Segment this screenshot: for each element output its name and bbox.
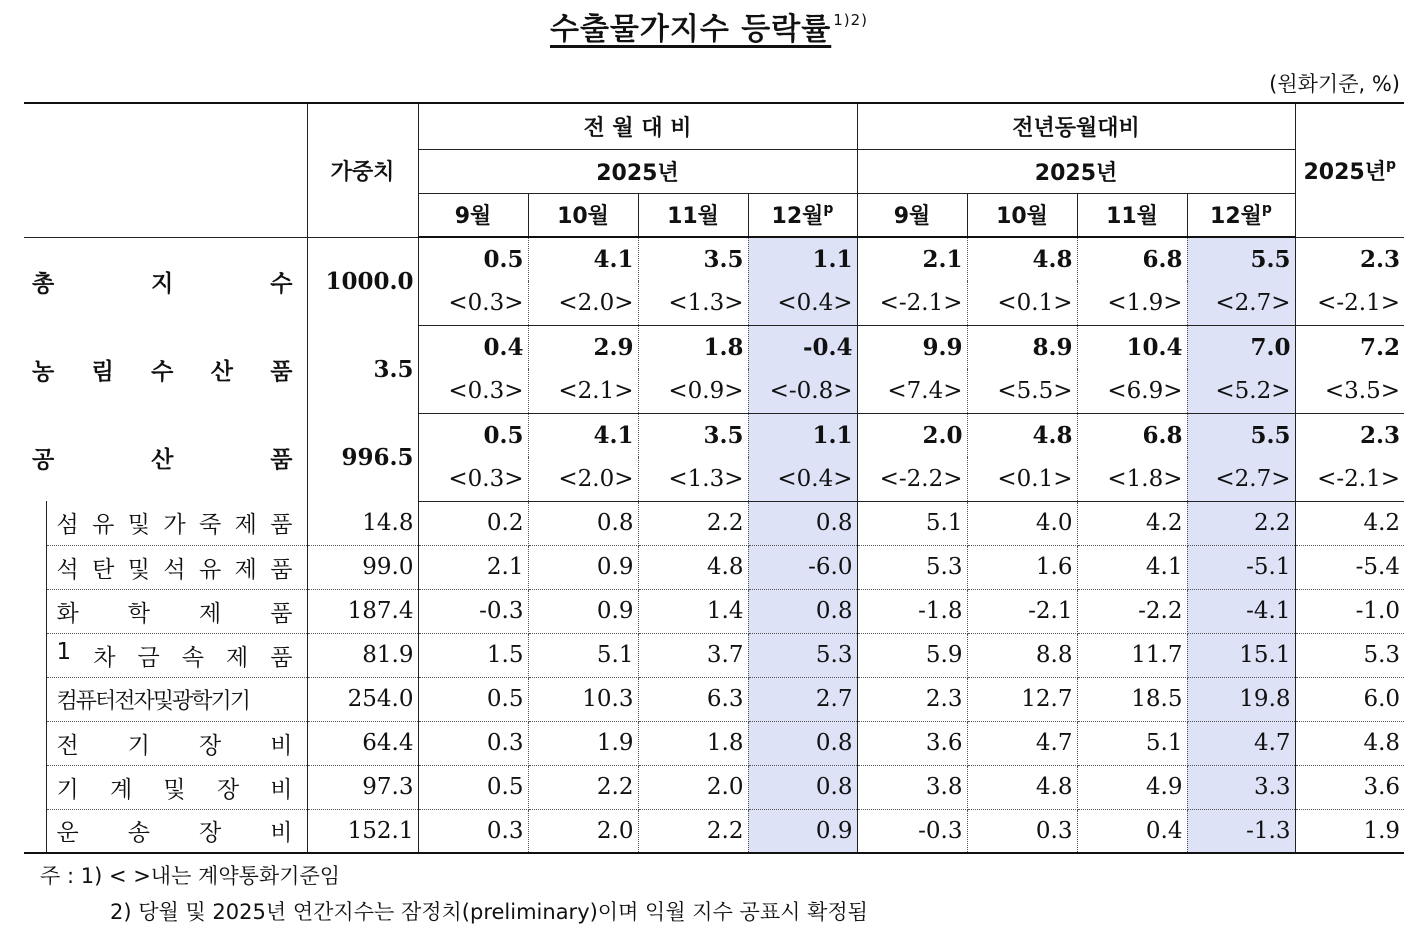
label-char: 1 [56, 638, 72, 665]
label-char: 장 [216, 776, 240, 803]
value-cell: 4.1 [528, 413, 638, 457]
value-cell: 4.1 [1077, 545, 1187, 589]
value-cell: 3.5 [638, 237, 748, 281]
title-footnote-marker: 1)2) [833, 11, 869, 29]
value-cell: 3.6 [1295, 765, 1404, 809]
value-cell: 0.8 [748, 501, 857, 545]
row-label-text [57, 639, 303, 672]
sub-row [24, 677, 1404, 721]
value-cell: 12.7 [967, 677, 1077, 721]
value-cell: 15.1 [1187, 633, 1295, 677]
label-char: 섬 [56, 512, 79, 539]
value-cell: -2.2 [1077, 589, 1187, 633]
contract-value-cell: <0.4> [748, 281, 857, 325]
label-char: 제 [199, 600, 222, 627]
major-row [24, 413, 1404, 457]
indent-cell [24, 677, 46, 721]
contract-value-cell: <0.3> [418, 369, 528, 413]
weight-cell: 14.8 [307, 501, 418, 545]
value-cell: 0.8 [528, 501, 638, 545]
value-cell: 4.2 [1295, 501, 1404, 545]
label-char: 총 [32, 270, 55, 297]
contract-value-cell: <2.7> [1187, 281, 1295, 325]
value-cell: 4.2 [1077, 501, 1187, 545]
value-cell: -5.4 [1295, 545, 1404, 589]
label-char: 지 [151, 270, 174, 297]
label-char: 제 [234, 556, 257, 583]
contract-value-cell: <6.9> [1077, 369, 1187, 413]
mom-year-header: 2025년 [418, 149, 857, 193]
weight-cell: 254.0 [307, 677, 418, 721]
value-cell: 1.4 [638, 589, 748, 633]
value-cell: 6.8 [1077, 413, 1187, 457]
value-cell: 5.5 [1187, 413, 1295, 457]
value-cell: 1.1 [748, 413, 857, 457]
value-cell: -1.3 [1187, 809, 1295, 853]
value-cell: 0.4 [1077, 809, 1187, 853]
sub-row [24, 721, 1404, 765]
sub-row [24, 765, 1404, 809]
label-char: 림 [91, 358, 114, 385]
value-cell: 0.5 [418, 237, 528, 281]
month-header: 11월 [1077, 193, 1187, 237]
weight-cell: 99.0 [307, 545, 418, 589]
value-cell: 8.9 [967, 325, 1077, 369]
label-char: 탄 [92, 556, 115, 583]
label-char: 공 [32, 446, 55, 473]
contract-value-cell: <-2.2> [857, 457, 967, 501]
title-wrap [0, 4, 1418, 48]
value-cell: 5.1 [857, 501, 967, 545]
value-cell: 4.7 [967, 721, 1077, 765]
value-cell: 4.8 [967, 765, 1077, 809]
unit-label: (원화기준, %) [1269, 72, 1400, 96]
label-text: 컴퓨터전자및광학기기 [56, 688, 250, 714]
label-char: 금 [137, 644, 160, 671]
value-cell: 0.5 [418, 677, 528, 721]
contract-value-cell: <0.1> [967, 281, 1077, 325]
value-cell: 0.8 [748, 765, 857, 809]
major-row-label [24, 413, 307, 501]
value-cell: 0.5 [418, 765, 528, 809]
label-char: 속 [181, 644, 204, 671]
value-cell: -1.8 [857, 589, 967, 633]
value-cell: 0.9 [528, 545, 638, 589]
label-char: 수 [151, 358, 174, 385]
label-char: 농 [32, 358, 55, 385]
contract-value-cell: <0.3> [418, 281, 528, 325]
contract-value-cell: <0.3> [418, 457, 528, 501]
yoy-header: 전년동월대비 [857, 103, 1295, 149]
sub-row-label [46, 501, 307, 545]
label-char: 품 [270, 644, 293, 671]
value-cell: 2.1 [418, 545, 528, 589]
label-char: 전 [56, 732, 79, 759]
sub-row-label [46, 633, 307, 677]
label-char: 및 [163, 776, 186, 803]
value-cell: 5.3 [1295, 633, 1404, 677]
annual-header: 2025년$^p$ [1295, 103, 1404, 237]
weight-cell: 97.3 [307, 765, 418, 809]
label-char: 품 [270, 446, 293, 473]
value-cell: 5.1 [1077, 721, 1187, 765]
sub-row-label [46, 589, 307, 633]
row-label-text [32, 353, 303, 386]
contract-value-cell: <1.8> [1077, 457, 1187, 501]
label-char: 장 [199, 820, 222, 847]
contract-value-cell: <-2.1> [1295, 281, 1404, 325]
value-cell: 3.5 [638, 413, 748, 457]
label-char: 운 [56, 820, 79, 847]
row-label-text [32, 265, 303, 298]
value-cell: 0.3 [967, 809, 1077, 853]
value-cell: 2.2 [638, 501, 748, 545]
label-char: 석 [163, 556, 186, 583]
weight-cell: 81.9 [307, 633, 418, 677]
value-cell: 0.8 [748, 721, 857, 765]
label-char: 송 [127, 820, 150, 847]
value-cell: 1.1 [748, 237, 857, 281]
value-cell: -2.1 [967, 589, 1077, 633]
footnote-1: 주 : 1) < >내는 계약통화기준임 [40, 864, 341, 888]
contract-value-cell: <5.2> [1187, 369, 1295, 413]
value-cell: 7.0 [1187, 325, 1295, 369]
value-cell: 5.3 [748, 633, 857, 677]
contract-value-cell: <2.1> [528, 369, 638, 413]
value-cell: 3.6 [857, 721, 967, 765]
value-cell: 4.8 [967, 413, 1077, 457]
row-label-text [57, 506, 303, 539]
value-cell: 2.3 [857, 677, 967, 721]
weight-cell: 187.4 [307, 589, 418, 633]
contract-value-cell: <3.5> [1295, 369, 1404, 413]
contract-value-cell: <5.5> [967, 369, 1077, 413]
row-label-text [57, 814, 303, 847]
label-char: 산 [151, 446, 174, 473]
indent-cell [24, 633, 46, 677]
contract-value-cell: <0.9> [638, 369, 748, 413]
label-char: 비 [270, 820, 293, 847]
value-cell: 10.3 [528, 677, 638, 721]
value-cell: 1.9 [528, 721, 638, 765]
label-char: 품 [270, 556, 293, 583]
sub-row-label [46, 809, 307, 853]
label-char: 품 [270, 512, 293, 539]
sub-row-label [46, 765, 307, 809]
indent-cell [24, 721, 46, 765]
value-cell: -0.4 [748, 325, 857, 369]
weight-cell: 3.5 [307, 325, 418, 413]
value-cell: 3.3 [1187, 765, 1295, 809]
value-cell: 4.8 [1295, 721, 1404, 765]
value-cell: 2.3 [1360, 421, 1401, 449]
value-cell: 10.4 [1077, 325, 1187, 369]
weight-cell: 152.1 [307, 809, 418, 853]
value-cell: 0.2 [418, 501, 528, 545]
row-label-text [57, 551, 303, 584]
value-cell: -0.3 [857, 809, 967, 853]
contract-value-cell: <1.3> [638, 281, 748, 325]
value-cell: 5.5 [1187, 237, 1295, 281]
value-cell: 1.8 [638, 325, 748, 369]
sub-row-label [46, 721, 307, 765]
contract-value-cell: <0.1> [967, 457, 1077, 501]
page-title: 수출물가지수 등락률 $^{1)2)}$ [549, 11, 869, 47]
sub-row [24, 589, 1404, 633]
value-cell: 9.9 [857, 325, 967, 369]
sub-row [24, 545, 1404, 589]
corner-header [24, 103, 307, 237]
export-price-index-table [24, 102, 1404, 854]
label-char: 죽 [199, 512, 222, 539]
month-header: 10월 [528, 193, 638, 237]
value-cell: 2.0 [638, 765, 748, 809]
contract-value-cell: <2.0> [528, 281, 638, 325]
contract-value-cell: <2.7> [1187, 457, 1295, 501]
contract-value-cell: <0.4> [748, 457, 857, 501]
label-char: 제 [234, 512, 257, 539]
value-cell: 1.8 [638, 721, 748, 765]
value-cell: -4.1 [1187, 589, 1295, 633]
label-char: 차 [93, 644, 116, 671]
sub-row [24, 809, 1404, 853]
value-cell: 4.9 [1077, 765, 1187, 809]
value-cell: 11.7 [1077, 633, 1187, 677]
value-cell: 8.8 [967, 633, 1077, 677]
value-cell: 0.4 [418, 325, 528, 369]
label-char: 가 [163, 512, 186, 539]
yoy-year-header: 2025년 [857, 149, 1295, 193]
label-char: 학 [127, 600, 150, 627]
value-cell: -1.0 [1295, 589, 1404, 633]
label-char: 품 [270, 358, 293, 385]
value-cell: 2.7 [748, 677, 857, 721]
month-header: 12월$^p$ [1187, 193, 1295, 237]
label-char: 장 [199, 732, 222, 759]
contract-value-cell: <-2.1> [857, 281, 967, 325]
value-cell: 0.9 [748, 809, 857, 853]
sub-row-label [46, 545, 307, 589]
contract-value-cell: <1.9> [1077, 281, 1187, 325]
value-cell: 2.0 [857, 413, 967, 457]
value-cell: 2.2 [1187, 501, 1295, 545]
label-char: 산 [210, 358, 233, 385]
month-header: 10월 [967, 193, 1077, 237]
label-char: 품 [270, 600, 293, 627]
value-cell: 1.9 [1295, 809, 1404, 853]
contract-value-cell: <-2.1> [1295, 457, 1404, 501]
value-cell: 18.5 [1077, 677, 1187, 721]
label-char: 기 [56, 776, 79, 803]
weight-cell: 996.5 [307, 413, 418, 501]
value-cell: 0.9 [528, 589, 638, 633]
value-cell: 4.8 [967, 237, 1077, 281]
value-cell: 7.2 [1360, 333, 1401, 361]
value-cell: 0.8 [748, 589, 857, 633]
sub-row-label [46, 677, 307, 721]
major-row-label [24, 237, 307, 325]
footnote-2: 2) 당월 및 2025년 연간지수는 잠정치(preliminary)이며 익월 지수 공표시 확정됨 [110, 900, 868, 924]
value-cell: 3.7 [638, 633, 748, 677]
value-cell: 5.3 [857, 545, 967, 589]
value-cell: -5.1 [1187, 545, 1295, 589]
label-char: 비 [270, 732, 293, 759]
value-cell: 3.8 [857, 765, 967, 809]
value-cell: 4.7 [1187, 721, 1295, 765]
major-row [24, 237, 1404, 281]
label-char: 및 [127, 556, 150, 583]
value-cell: 2.3 [1360, 245, 1401, 273]
label-char: 석 [56, 556, 79, 583]
contract-value-cell: <2.0> [528, 457, 638, 501]
label-char: 제 [225, 644, 249, 671]
label-char: 유 [199, 556, 222, 583]
weight-header: 가중치 [307, 103, 418, 237]
month-header: 9월 [418, 193, 528, 237]
contract-value-cell: <-0.8> [748, 369, 857, 413]
label-char: 계 [109, 776, 133, 803]
value-cell: 6.0 [1295, 677, 1404, 721]
value-cell: 0.3 [418, 809, 528, 853]
value-cell: 0.3 [418, 721, 528, 765]
row-label-text [57, 771, 303, 804]
value-cell: 19.8 [1187, 677, 1295, 721]
label-char: 수 [270, 270, 293, 297]
value-cell: 4.8 [638, 545, 748, 589]
row-label-text [57, 727, 303, 760]
indent-cell [24, 589, 46, 633]
major-row-label [24, 325, 307, 413]
value-cell: 5.1 [528, 633, 638, 677]
contract-value-cell: <1.3> [638, 457, 748, 501]
mom-header: 전 월 대 비 [418, 103, 857, 149]
value-cell: 2.0 [528, 809, 638, 853]
value-cell: 2.2 [528, 765, 638, 809]
value-cell: 4.1 [528, 237, 638, 281]
month-header: 9월 [857, 193, 967, 237]
indent-cell [24, 765, 46, 809]
row-label-text [32, 441, 303, 474]
value-cell: 1.5 [418, 633, 528, 677]
value-cell: 2.2 [638, 809, 748, 853]
contract-value-cell: <7.4> [857, 369, 967, 413]
indent-cell [24, 501, 46, 545]
value-cell: 5.9 [857, 633, 967, 677]
month-header: 11월 [638, 193, 748, 237]
indent-cell [24, 545, 46, 589]
label-char: 유 [92, 512, 115, 539]
value-cell: 2.1 [857, 237, 967, 281]
row-label-text [57, 595, 303, 628]
month-header: 12월$^p$ [748, 193, 857, 237]
value-cell: 6.8 [1077, 237, 1187, 281]
indent-cell [24, 809, 46, 853]
footnotes [40, 858, 868, 930]
value-cell: 2.9 [528, 325, 638, 369]
major-row [24, 325, 1404, 369]
sub-row [24, 633, 1404, 677]
label-char: 화 [56, 600, 79, 627]
value-cell: 0.5 [418, 413, 528, 457]
value-cell: -0.3 [418, 589, 528, 633]
weight-cell: 64.4 [307, 721, 418, 765]
label-char: 비 [270, 776, 293, 803]
value-cell: 4.0 [967, 501, 1077, 545]
sub-row [24, 501, 1404, 545]
label-char: 및 [127, 512, 150, 539]
value-cell: 1.6 [967, 545, 1077, 589]
value-cell: -6.0 [748, 545, 857, 589]
value-cell: 6.3 [638, 677, 748, 721]
weight-cell: 1000.0 [307, 237, 418, 325]
label-char: 기 [127, 732, 150, 759]
